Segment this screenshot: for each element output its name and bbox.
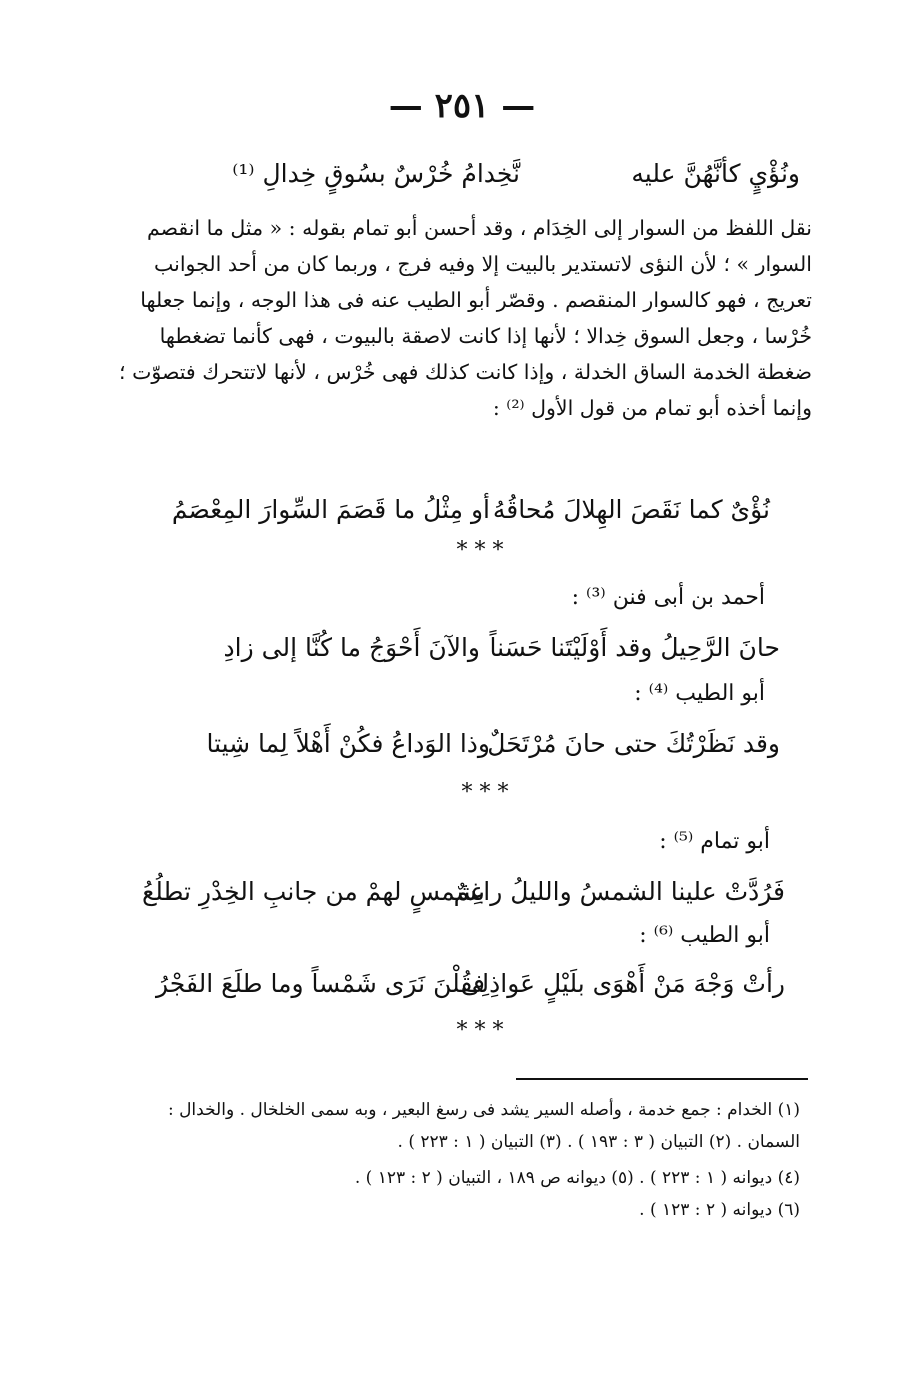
verse-4-right-hemistich: وقد نَظَرْتُكَ حتى حانَ مُرْتَحَلٌ <box>487 729 780 758</box>
verse-1 <box>0 152 924 196</box>
section-separator-stars: * * * <box>461 780 509 805</box>
footnote-4-5: (٤) ديوانه ( ١ : ٢٢٣ ) . (٥) ديوانه ص ١٨٩ ، التبيان ( ٢ : ١٢٣ ) . <box>354 1168 800 1188</box>
poet-heading: أحمد بن أبى فنن ⁽³⁾ : <box>571 585 765 610</box>
verse-2 <box>0 488 924 532</box>
verse-5 <box>0 870 924 914</box>
section-separator-stars: * * * <box>456 1018 504 1043</box>
footnote-rule <box>516 1078 808 1080</box>
verse-2-left-hemistich: أو مِثْلُ ما قَصَمَ السِّوارَ المِعْصَمُ <box>171 495 490 524</box>
footnote-2-3: السمان . (٢) التبيان ( ٣ : ١٩٣ ) . (٣) التبيان ( ١ : ٢٢٣ ) . <box>397 1132 800 1152</box>
commentary-line: نقل اللفظ من السوار إلى الخِدَام ، وقد أحسن أبو تمام بقوله : « مثل ما انقصم <box>146 216 812 240</box>
verse-3 <box>0 626 924 670</box>
verse-2-right-hemistich: نُؤْىٌ كما نَقَصَ الهِلالَ مُحاقُهُ <box>492 495 770 524</box>
commentary-paragraph <box>119 210 812 426</box>
section-separator-stars: * * * <box>456 538 504 563</box>
verse-6-right-hemistich: رأتْ وَجْهَ مَنْ أَهْوَى بلَيْلٍ عَواذِلِى <box>460 969 785 998</box>
commentary-line: السوار » ؛ لأن النؤى لاتستدير بالبيت إلا وفيه فرج ، وربما كان من أحد الجوانب <box>154 252 812 276</box>
commentary-line: ضغطة الخدمة الساق الخدلة ، وإذا كانت كذلك فهى خُرْس ، لأنها لاتتحرك فتصوّت ؛ <box>119 360 812 384</box>
verse-6-left-hemistich: فقُلْنَ نَرَى شَمْساً وما طلَعَ الفَجْرُ <box>156 969 485 998</box>
poet-heading: أبو تمام ⁽⁵⁾ : <box>659 829 770 854</box>
verse-5-left-hemistich: بشمسٍ لهمْ من جانبِ الخِدْرِ تطلُعُ <box>141 877 485 906</box>
verse-5-right-hemistich: فَرُدَّتْ علينا الشمسُ والليلُ راغِمٌ <box>453 877 785 906</box>
commentary-line: تعريج ، فهو كالسوار المنقصم . وقصّر أبو الطيب عنه فى هذا الوجه ، وإنما جعلها <box>140 288 812 312</box>
verse-1-left-hemistich: نَّخِدامُ خُرْسٌ بسُوقٍ خِدالِ ⁽¹⁾ <box>232 159 520 188</box>
verse-3-right-hemistich: حانَ الرَّحِيلُ وقد أَوْلَيْتَنا حَسَناً <box>489 633 780 662</box>
verse-4-left-hemistich: وذا الوَداعُ فكُنْ أَهْلاً لِما شِيتا <box>206 729 490 758</box>
commentary-line: خُرْسا ، وجعل السوق خِدالا ؛ لأنها إذا كانت لاصقة بالبيوت ، فهى كأنما تضغطها <box>159 324 812 348</box>
poet-heading: أبو الطيب ⁽⁴⁾ : <box>634 681 765 706</box>
verse-3-left-hemistich: والآنَ أَحْوَجُ ما كُنَّا إلى زادِ <box>223 633 480 662</box>
poet-heading: أبو الطيب ⁽⁶⁾ : <box>639 923 770 948</box>
footnote-6: (٦) ديوانه ( ٢ : ١٢٣ ) . <box>639 1200 800 1220</box>
commentary-line: وإنما أخذه أبو تمام من قول الأول ⁽²⁾ : <box>492 396 812 420</box>
verse-4 <box>0 722 924 766</box>
page-number: — ٢٥١ — <box>388 86 536 126</box>
verse-6 <box>0 962 924 1006</box>
verse-1-right-hemistich: ونُؤْيٍ كأنَّهُنَّ عليه <box>631 159 800 188</box>
footnote-1: (١) الخدام : جمع خدمة ، وأصله السير يشد فى رسغ البعير ، وبه سمى الخلخال . والخدال : <box>167 1100 800 1120</box>
